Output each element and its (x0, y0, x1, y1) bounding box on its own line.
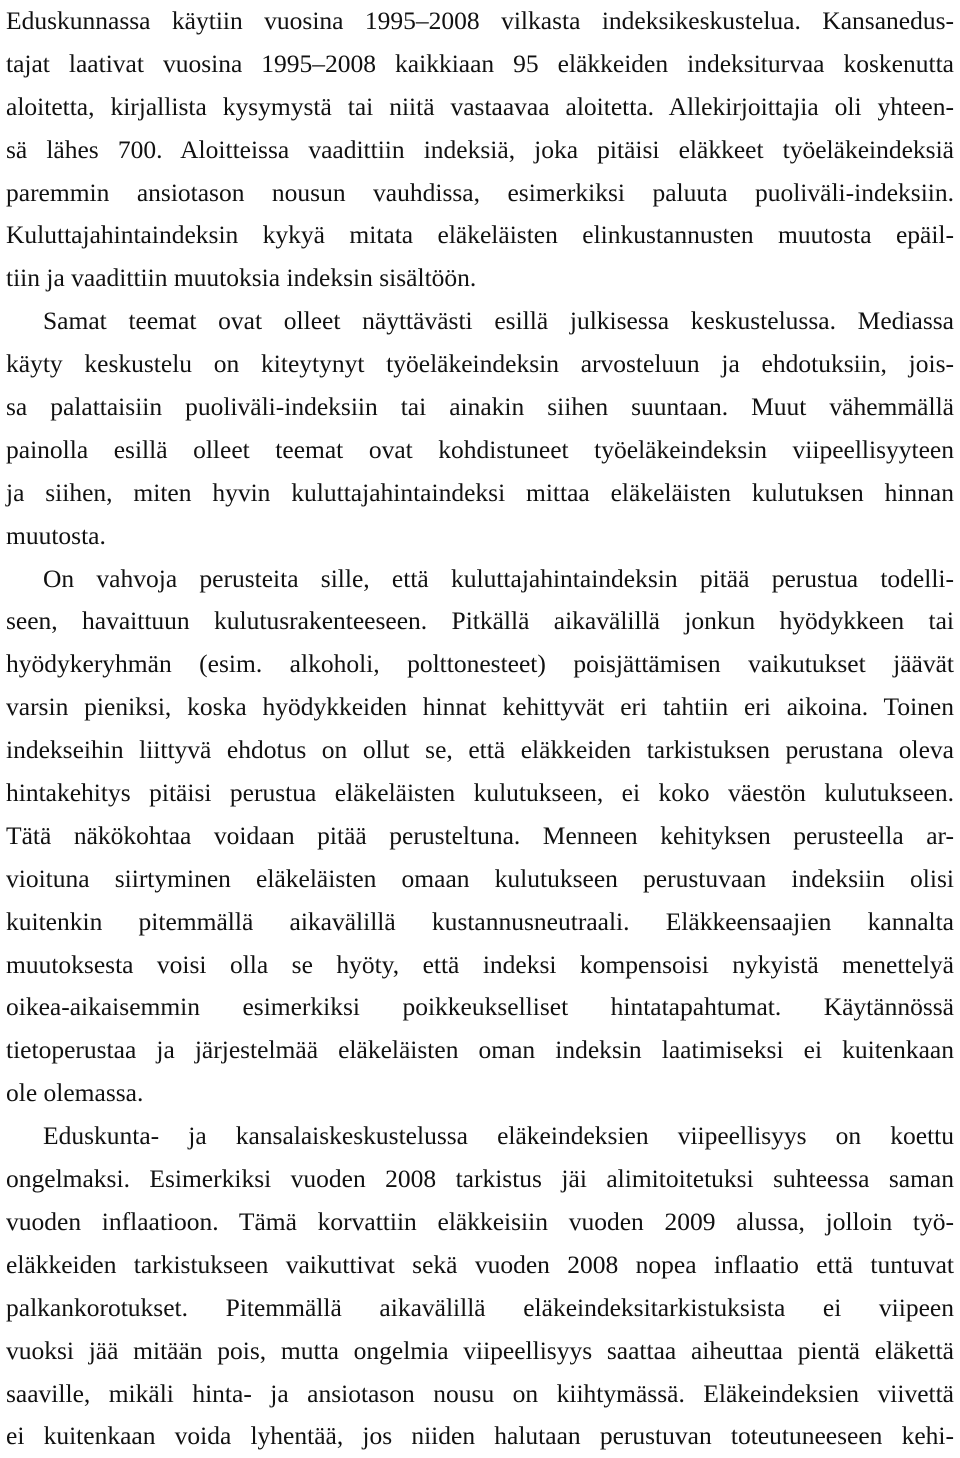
text-line: ongelmaksi. Esimerkiksi vuoden 2008 tarkistus jäi alimitoitetuksi suhteessa saman (6, 1164, 954, 1194)
text-line: oikea-aikaisemmin esimerkiksi poikkeukselliset hintatapahtumat. Käytännössä (6, 992, 954, 1022)
text-line: Eduskunnassa käytiin vuosina 1995–2008 vilkasta indeksikeskustelua. Kansanedus- (6, 6, 954, 35)
text-line: aloitetta, kirjallista kysymystä tai niitä vastaavaa aloitetta. Allekirjoittajia oli yhteen- (6, 91, 954, 121)
paragraph-4 (6, 1115, 954, 1458)
text-line: paremmin ansiotason nousun vauhdissa, esimerkiksi paluuta puoliväli-indeksiin. (6, 177, 954, 207)
text-line: varsin pieniksi, koska hyödykkeiden hinnat kehittyvät eri tahtiin eri aikoina. Toinen (6, 692, 954, 722)
paragraph-2 (6, 300, 954, 557)
text-line: Kuluttajahintaindeksin kykyä mitata eläkeläisten elinkustannusten muutosta epäil- (6, 220, 954, 250)
text-line: hyödykeryhmän (esim. alkoholi, polttonesteet) poisjättämisen vaikutukset jäävät (6, 649, 954, 679)
paragraph-1 (6, 0, 954, 300)
text-line: vioituna siirtyminen eläkeläisten omaan kulutukseen perustuvaan indeksiin olisi (6, 863, 954, 893)
text-line: muutosta. (6, 520, 106, 550)
text-line: vuoden inflaatioon. Tämä korvattiin eläkkeisiin vuoden 2009 alussa, jolloin työ- (6, 1206, 954, 1236)
paragraph-3 (6, 558, 954, 1116)
text-line: seen, havaittuun kulutusrakenteeseen. Pitkällä aikavälillä jonkun hyödykkeen tai (6, 606, 954, 636)
text-line: indekseihin liittyvä ehdotus on ollut se, että eläkkeiden tarkistuksen perustana oleva (6, 735, 954, 765)
text-line: kuitenkin pitemmällä aikavälillä kustannusneutraali. Eläkkeensaajien kannalta (6, 906, 954, 936)
text-line: saaville, mikäli hinta- ja ansiotason nousu on kiihtymässä. Eläkeindeksien viivettä (6, 1378, 954, 1408)
text-line: ole olemassa. (6, 1078, 144, 1108)
text-line: palkankorotukset. Pitemmällä aikavälillä eläkeindeksitarkistuksista ei viipeen (6, 1292, 954, 1322)
text-line: painolla esillä olleet teemat ovat kohdistuneet työeläkeindeksin viipeellisyyteen (6, 434, 954, 464)
text-line: tiin ja vaadittiin muutoksia indeksin sisältöön. (6, 263, 477, 293)
text-line: tajat laativat vuosina 1995–2008 kaikkiaan 95 eläkkeiden indeksiturvaa koskenutta (6, 48, 954, 78)
text-line: vuoksi jää mitään pois, mutta ongelmia viipeellisyys saattaa aiheuttaa pientä eläkettä (6, 1335, 954, 1365)
text-line: hintakehitys pitäisi perustua eläkeläisten kulutukseen, ei koko väestön kulutukseen. (6, 778, 954, 808)
text-line: sä lähes 700. Aloitteissa vaadittiin indeksiä, joka pitäisi eläkkeet työeläkeindeksiä (6, 134, 954, 164)
text-line: Tätä näkökohtaa voidaan pitää perusteltuna. Menneen kehityksen perusteella ar- (6, 820, 954, 850)
text-line: sa palattaisiin puoliväli-indeksiin tai ainakin siihen suuntaan. Muut vähemmällä (6, 392, 954, 422)
text-line: eläkkeiden tarkistukseen vaikuttivat sekä vuoden 2008 nopea inflaatio että tuntuvat (6, 1249, 954, 1279)
text-line: käyty keskustelu on kiteytynyt työeläkeindeksin arvosteluun ja ehdotuksiin, jois- (6, 349, 954, 379)
text-line: muutoksesta voisi olla se hyöty, että indeksi kompensoisi nykyistä menettelyä (6, 949, 954, 979)
text-line: Samat teemat ovat olleet näyttävästi esillä julkisessa keskustelussa. Mediassa (43, 306, 954, 336)
text-line: ei kuitenkaan voida lyhentää, jos niiden halutaan perustuvan toteutuneeseen kehi- (6, 1421, 954, 1451)
text-line: ja siihen, miten hyvin kuluttajahintaindeksi mittaa eläkeläisten kulutuksen hinnan (6, 477, 954, 507)
text-line: Eduskunta- ja kansalaiskeskustelussa eläkeindeksien viipeellisyys on koettu (43, 1121, 954, 1151)
document-page (6, 0, 954, 1458)
text-line: On vahvoja perusteita sille, että kuluttajahintaindeksin pitää perustua todelli- (43, 563, 954, 593)
text-line: tietoperustaa ja järjestelmää eläkeläisten oman indeksin laatimiseksi ei kuitenkaan (6, 1035, 954, 1065)
